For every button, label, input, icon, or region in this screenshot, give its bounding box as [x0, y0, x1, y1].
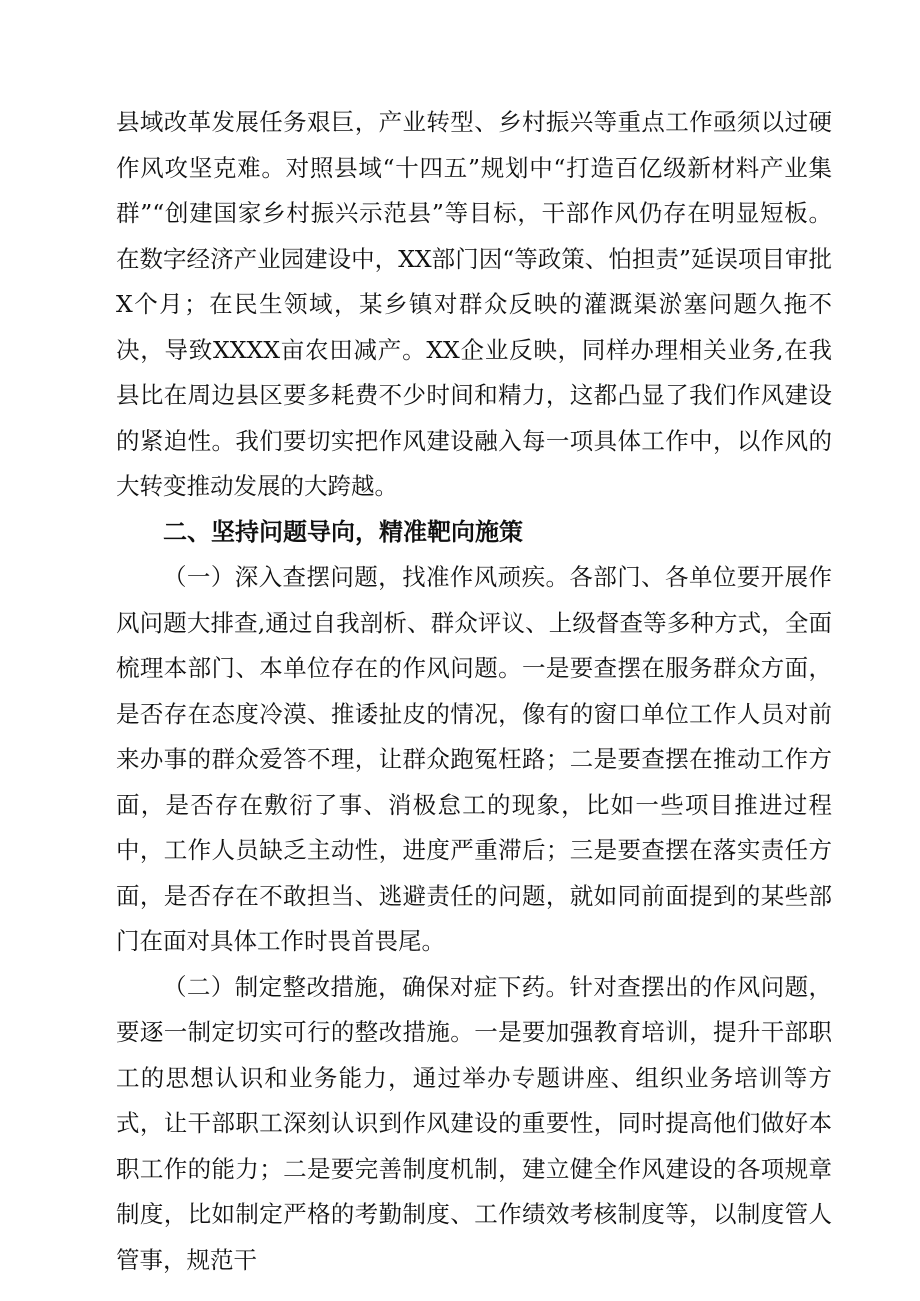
paragraph-identify-problems: （一）深入查摆问题，找准作风顽疾。各部门、各单位要开展作风问题大排查,通过自我剖析、群众评议、上级督查等多种方式，全面梳理本部门、本单位存在的作风问题。一是要查摆在服务群众方面，是否存在态度冷漠、推诿扯皮的情况，像有的窗口单位工作人员对前来办事的群众爱答不理，让群众跑冤枉路；二是要查摆在推动工作方面，是否存在敷衍了事、消极怠工的现象，比如一些项目推进过程中，工作人员缺乏主动性，进度严重滞后；三是要查摆在落实责任方面，是否存在不敢担当、逃避责任的问题，就如同前面提到的某些部门在面对具体工作时畏首畏尾。 — [116, 563, 832, 955]
paragraph-rectification-measures: （二）制定整改措施，确保对症下药。针对查摆出的作风问题，要逐一制定切实可行的整改措施。一是要加强教育培训，提升干部职工的思想认识和业务能力，通过举办专题讲座、组织业务培训等方式，让干部职工深刻认识到作风建设的重要性，同时提高他们做好本职工作的能力；二是要完善制度机制，建立健全作风建设的各项规章制度，比如制定严格的考勤制度、工作绩效考核制度等，以制度管人管事，规范干 — [116, 972, 832, 1274]
document-body — [116, 100, 832, 1283]
section-heading-problem-oriented: 二、坚持问题导向，精准靶向施策 — [163, 517, 523, 546]
paragraph-county-reform: 县域改革发展任务艰巨，产业转型、乡村振兴等重点工作亟须以过硬作风攻坚克难。对照县域“十四五”规划中“打造百亿级新材料产业集群”“创建国家乡村振兴示范县”等目标，干部作风仍存在明显短板。在数字经济产业园建设中，XX部门因“等政策、怕担责”延误项目审批X个月；在民生领域，某乡镇对群众反映的灌溉渠淤塞问题久拖不决，导致XXXX亩农田减产。XX企业反映，同样办理相关业务,在我县比在周边县区要多耗费不少时间和精力，这都凸显了我们作风建设的紧迫性。我们要切实把作风建设融入每一项具体工作中，以作风的大转变推动发展的大跨越。 — [116, 108, 832, 500]
